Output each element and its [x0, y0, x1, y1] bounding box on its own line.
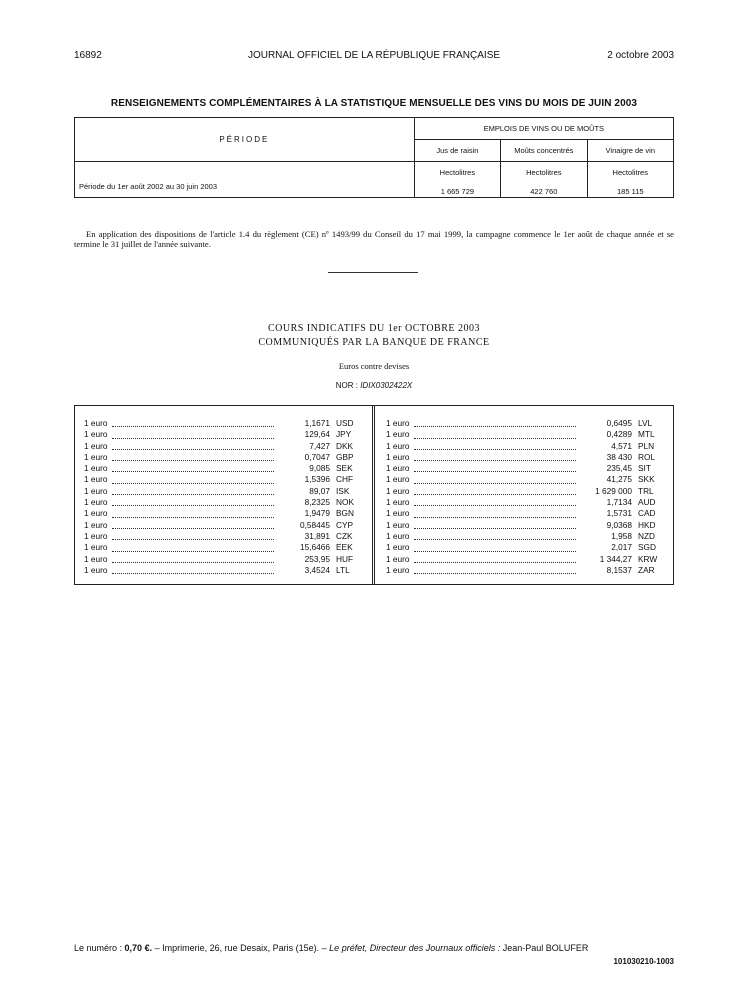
rates-right-column: [386, 418, 666, 576]
periode-header: PÉRIODE: [75, 118, 415, 162]
rate-row: 1 euro 3,4524 LTL: [84, 564, 350, 575]
rate-row: 1 euro 0,7047 GBP: [84, 451, 354, 462]
rate-row: 1 euro 1,1671 USD: [84, 418, 354, 428]
rate-row: 1 euro 1 344,27 KRW: [386, 553, 658, 564]
rate-row: 1 euro 15,6466 EEK: [84, 542, 353, 553]
nor-label: NOR :: [335, 381, 358, 390]
rate-row: 1 euro 2,017 SGD: [386, 542, 656, 553]
values-cell-1: [414, 162, 500, 198]
unit-label: Hectolitres: [439, 168, 476, 177]
rate-row: 1 euro 4,571 PLN: [386, 440, 655, 451]
rate-row: 1 euro 41,275 SKK: [386, 474, 655, 485]
rate-row: 1 euro 235,45 SIT: [386, 463, 651, 474]
price-label: Le numéro :: [74, 943, 123, 953]
rate-row: 1 euro 129,64 JPY: [84, 429, 352, 440]
col-mouts-concentres: Moûts concentrés: [501, 140, 587, 162]
rate-row: 1 euro 1,5731 CAD: [386, 508, 656, 519]
rate-row: 1 euro 1 629 000 TRL: [386, 485, 654, 496]
rate-row: 1 euro 1,958 NZD: [386, 530, 656, 541]
wine-stats-title: RENSEIGNEMENTS COMPLÉMENTAIRES À LA STATISTIQUE MENSUELLE DES VINS DU MOIS DE JUIN 2003: [110, 98, 638, 109]
rate-row: 1 euro 0,58445 CYP: [84, 519, 354, 530]
unit-label: Hectolitres: [612, 168, 648, 177]
campaign-note: En application des dispositions de l'article 1.4 du règlement (CE) nº 1493/99 du Conseil du 17 mai 1999, la campagne commence le 1er août de chaque année et se termine le 31 juillet de l'année suivante.: [74, 229, 674, 249]
footer-line: [74, 943, 588, 953]
emplois-header: EMPLOIS DE VINS OU DE MOÛTS: [414, 118, 673, 140]
issue-date: 2 octobre 2003: [607, 50, 674, 61]
rates-subtitle: Euros contre devises: [338, 361, 410, 371]
footer-reference: 101030210-1003: [613, 957, 674, 966]
rate-row: 1 euro 7,427 DKK: [84, 440, 354, 451]
rate-row: 1 euro 1,7134 AUD: [386, 497, 656, 508]
rate-row: 1 euro 253,95 HUF: [84, 553, 354, 564]
rate-row: 1 euro 1,9479 BGN: [84, 508, 354, 519]
page-number: 16892: [74, 50, 102, 61]
rate-row: 1 euro 0,4289 MTL: [386, 429, 655, 440]
rate-row: 1 euro 31,891 CZK: [84, 530, 353, 541]
rates-title-line1: COURS INDICATIFS DU 1er OCTOBRE 2003: [268, 323, 480, 334]
wine-stats-table: [74, 117, 674, 198]
nor-reference: [0, 381, 748, 390]
value-mouts: 422 760: [530, 187, 558, 196]
section-divider: [328, 272, 418, 273]
rates-column-divider: [372, 405, 375, 585]
rate-row: 1 euro 8,1537 ZAR: [386, 564, 655, 575]
printer: – Imprimerie, 26, rue Desaix, Paris (15e).: [154, 943, 320, 953]
rate-row: 1 euro 9,0368 HKD: [386, 519, 656, 530]
director-name: Jean-Paul BOLUFER: [502, 943, 589, 953]
col-jus-de-raisin: Jus de raisin: [414, 140, 500, 162]
col-vinaigre-de-vin: Vinaigre de vin: [587, 140, 673, 162]
rates-title-line2: COMMUNIQUÉS PAR LA BANQUE DE FRANCE: [258, 337, 490, 348]
journal-title: JOURNAL OFFICIEL DE LA RÉPUBLIQUE FRANÇAISE: [247, 50, 501, 61]
rate-row: 1 euro 38 430 ROL: [386, 451, 656, 462]
rate-row: 1 euro 89,07 ISK: [84, 485, 350, 496]
unit-label: Hectolitres: [526, 168, 562, 177]
values-cell-2: [501, 162, 587, 198]
nor-code: IDIX0302422X: [360, 381, 413, 390]
rate-row: 1 euro 9,085 SEK: [84, 463, 353, 474]
value-jus: 1 665 729: [440, 187, 475, 196]
price: 0,70 €.: [124, 943, 153, 953]
director-title: – Le préfet, Directeur des Journaux officiels :: [321, 943, 501, 953]
period-cell: Période du 1er août 2002 au 30 juin 2003: [75, 162, 415, 198]
rate-row: 1 euro 8,2325 NOK: [84, 497, 354, 508]
rate-row: 1 euro 1,5396 CHF: [84, 474, 354, 485]
rate-row: 1 euro 0,6495 LVL: [386, 418, 653, 428]
rates-left-column: [84, 418, 364, 576]
values-cell-3: [587, 162, 673, 198]
value-vinaigre: 185 115: [616, 187, 644, 196]
